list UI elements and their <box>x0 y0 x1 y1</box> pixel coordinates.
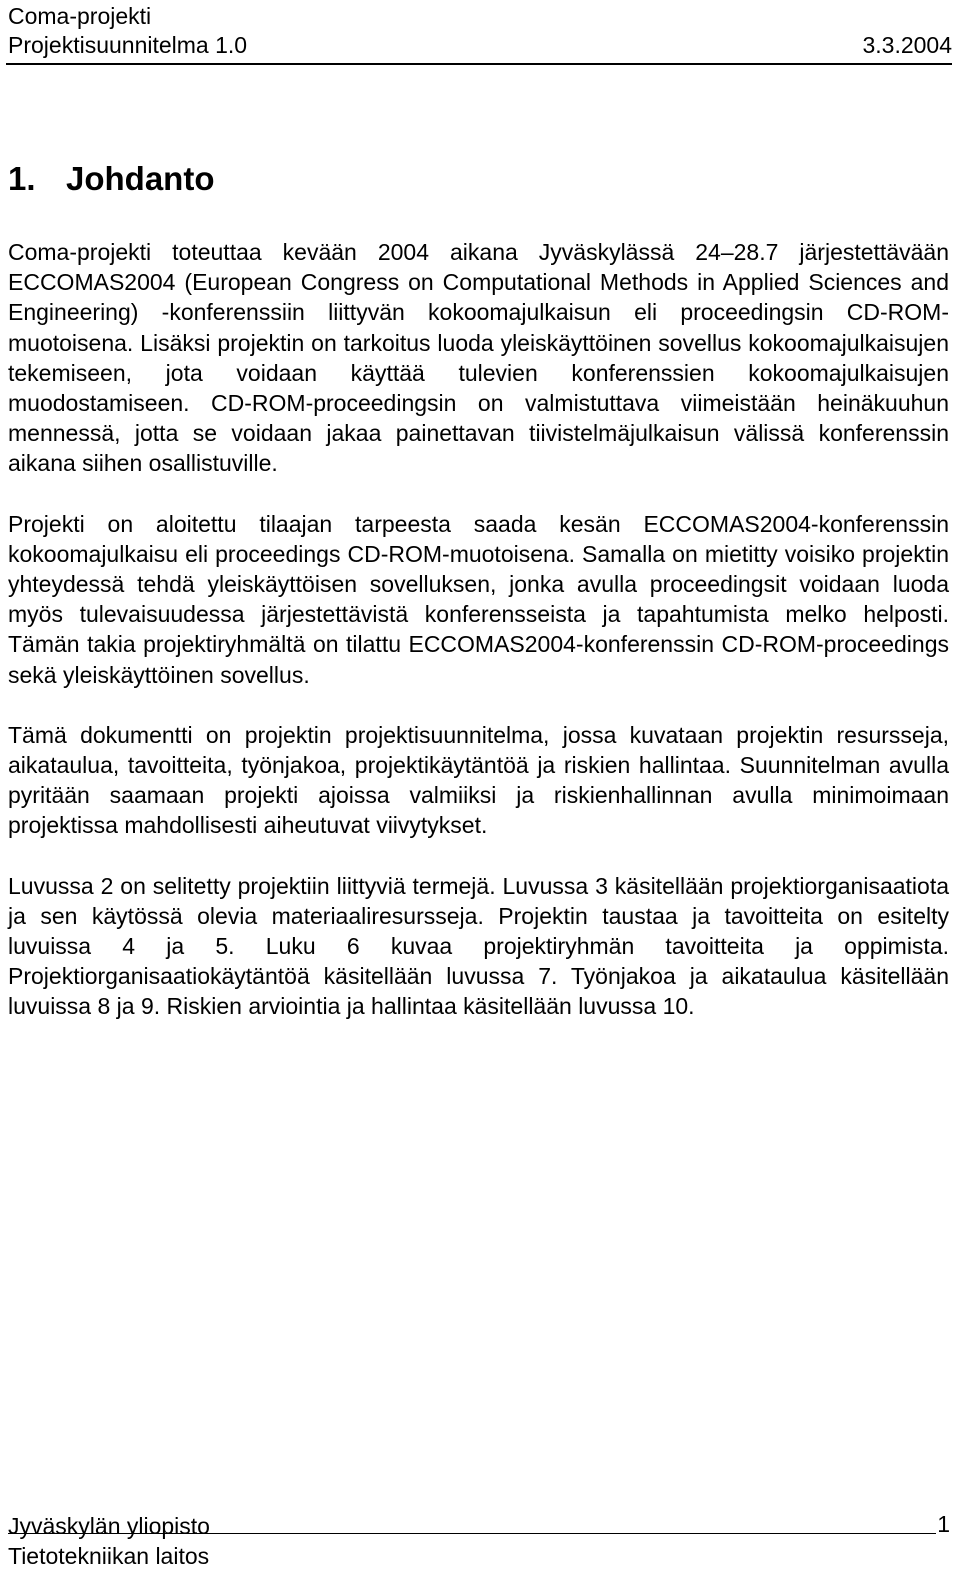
header-divider <box>6 63 952 65</box>
header-row <box>8 31 952 60</box>
paragraph-4: Luvussa 2 on selitetty projektiin liittyviä termejä. Luvussa 3 käsitellään projektiorganisaatiota ja sen käytössä olevia materiaaliresursseja. Projektin taustaa ja tavoitteita on esitelty luvuissa 4 ja 5. Luku 6 kuvaa projektiryhmän tavoitteita ja oppimista. Projektiorganisaatiokäytäntöä käsitellään luvussa 7. Työnjakoa ja aikataulua käsitellään luvuissa 8 ja 9. Riskien arviointia ja hallintaa käsitellään luvussa 10. <box>8 872 949 1020</box>
footer-university: Jyväskylän yliopisto <box>8 1513 210 1539</box>
chapter-title: Johdanto <box>66 160 215 197</box>
paragraph-3: Tämä dokumentti on projektin projektisuunnitelma, jossa kuvataan projektin resursseja, aikataulua, tavoitteita, työnjakoa, projektikäytäntöä ja riskien hallintaa. Suunnitelman avulla pyritään saamaan projekti ajoissa valmiiksi ja riskienhallinnan avulla minimoimaan projektissa mahdollisesti aiheutuvat viivytykset. <box>8 721 949 839</box>
footer-department: Tietotekniikan laitos <box>8 1543 210 1569</box>
body-text <box>8 237 949 1052</box>
chapter-heading <box>8 159 214 199</box>
paragraph-1: Coma-projekti toteuttaa kevään 2004 aikana Jyväskylässä 24–28.7 järjestettävään ECCOMAS2004 (European Congress on Computational Methods in Applied Sciences and Engineering) -konferenssiin liittyvän kokoomajulkaisun eli proceedingsin CD-ROM-muotoisena. Lisäksi projektin on tarkoitus luoda yleiskäyttöinen sovellus kokoomajulkaisujen tekemiseen, jota voidaan käyttää tulevien konferenssien kokoomajulkaisujen muodostamiseen. CD-ROM-proceedingsin on valmistuttava viimeistään heinäkuuhun mennessä, jotta se voidaan jakaa painettavan tiivistelmäjulkaisun välissä konferenssin aikana siihen osallistuville. <box>8 239 949 477</box>
header-date: 3.3.2004 <box>862 32 952 58</box>
page-number: 1 <box>937 1511 950 1537</box>
header-project-name: Coma-projekti <box>8 3 152 29</box>
page-header <box>8 2 952 60</box>
header-document-title: Projektisuunnitelma 1.0 <box>8 32 248 58</box>
paragraph-2: Projekti on aloitettu tilaajan tarpeesta saada kesän ECCOMAS2004-konferenssin kokoomajulkaisu eli proceedings CD-ROM-muotoisena. Samalla on mietitty voisiko projektin yhteydessä tehdä yleiskäyttöisen sovelluksen, jonka avulla proceedingsit voidaan luoda myös tulevaisuudessa järjestettävistä konferensseista ja tapahtumista melko helposti. Tämän takia projektiryhmältä on tilattu ECCOMAS2004-konferenssin CD-ROM-proceedings sekä yleiskäyttöinen sovellus. <box>8 510 949 688</box>
page-footer <box>8 1511 210 1571</box>
chapter-number: 1. <box>8 160 36 197</box>
